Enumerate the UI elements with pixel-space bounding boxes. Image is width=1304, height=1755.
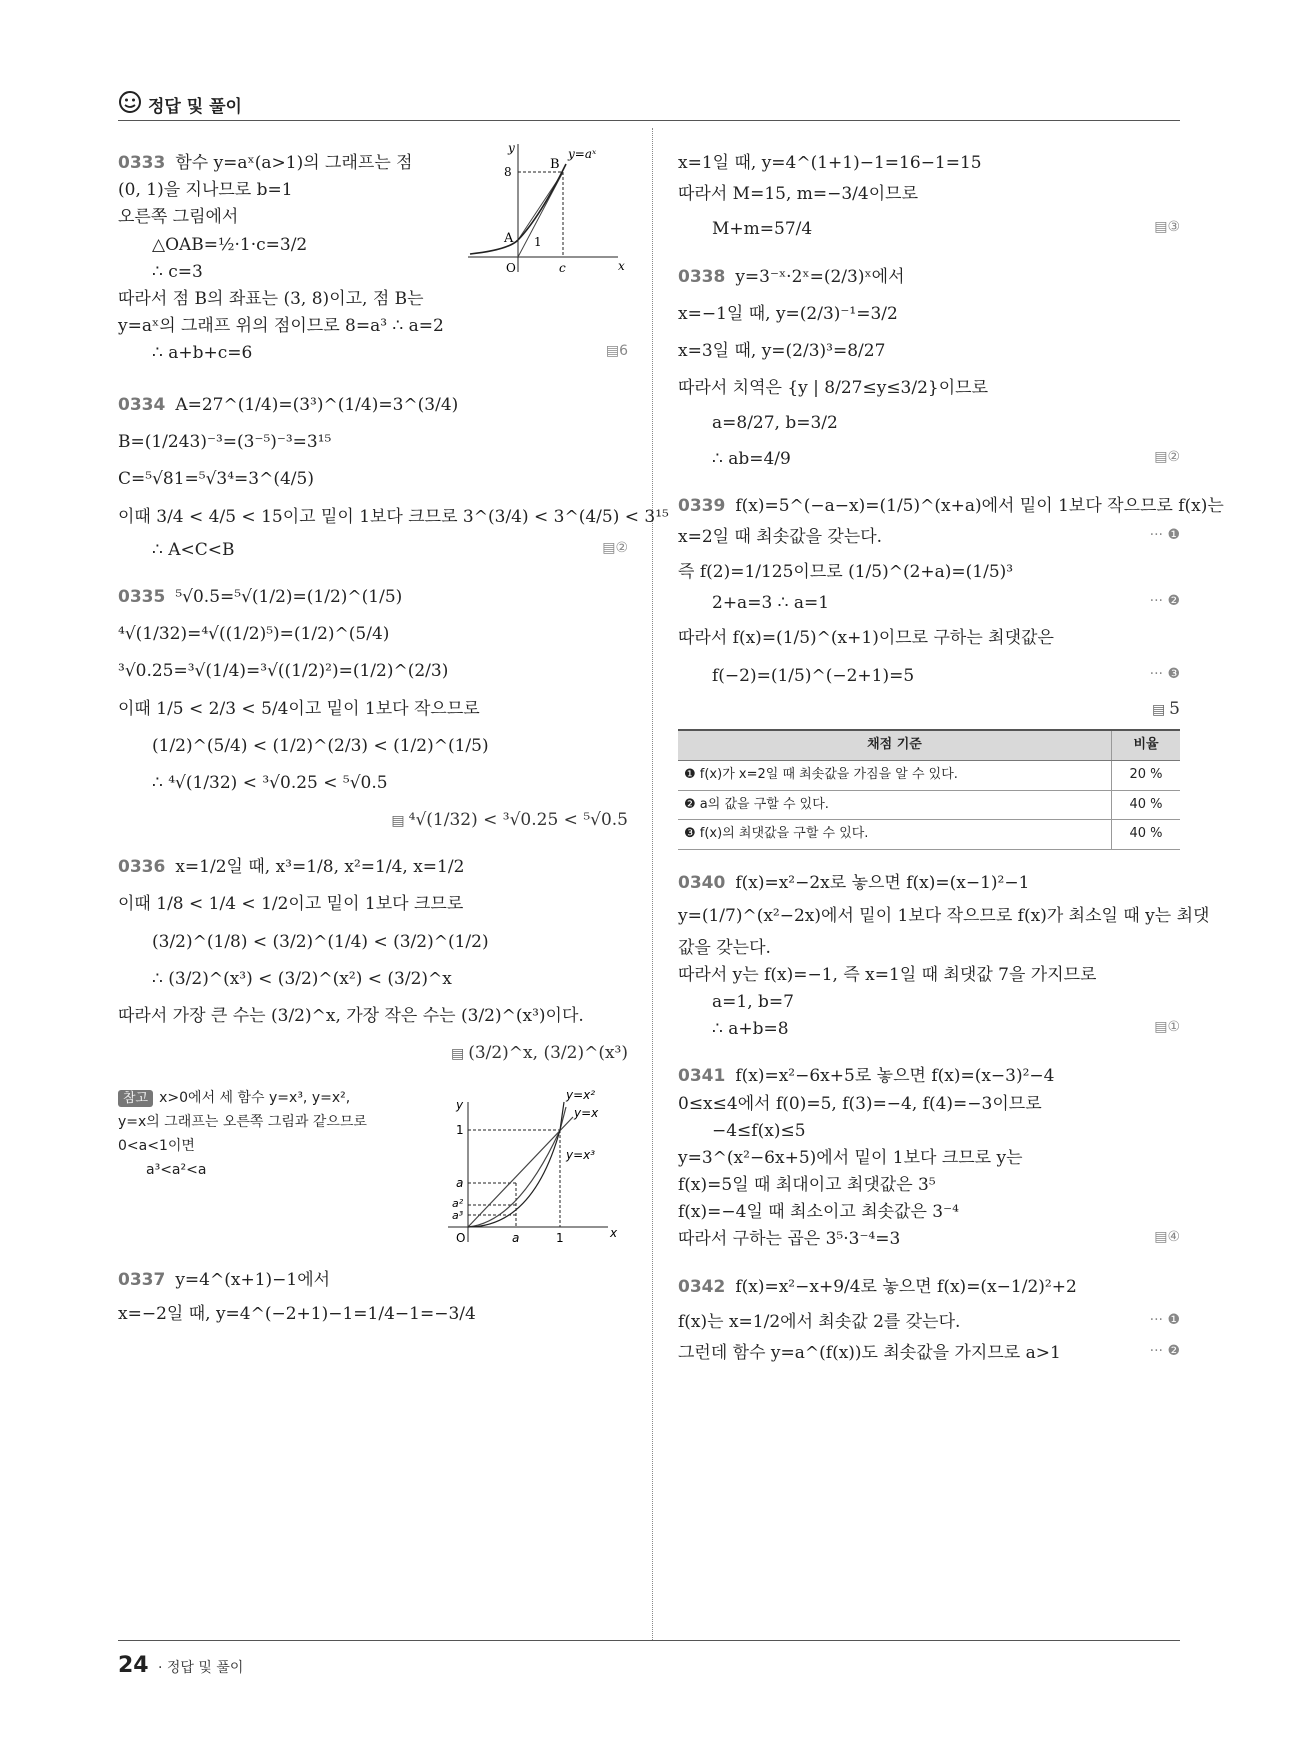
answer-icon: ▤ [605, 343, 620, 360]
answer-icon: ▤ [602, 539, 616, 556]
answer-icon: ▤ [391, 813, 405, 830]
graph-label-x3: y=x³ [566, 1148, 596, 1163]
graph-a2-y: a² [452, 1197, 464, 1211]
answer: ▤① [1154, 1019, 1180, 1036]
problem-0340: 0340 f(x)=x²−2x로 놓으면 f(x)=(x−1)²−1 y=(1/7)^(x²−2x)에서 밑이 1보다 작으므로 f(x)가 최소일 때 y는 최댓 값을 갖는다. 따라서 y는 f(x)=−1, 즉 x=1일 때 최댓값 7을 가지므로 a=1, b=7 ∴ a+b=8 ▤① [678, 873, 1210, 1040]
problem-number: 0335 [118, 586, 166, 607]
power-functions-graph [448, 1087, 628, 1247]
step-mark: ··· ❶ [1149, 526, 1180, 543]
answer: ▤ ⁴√(1/32) < ³√0.25 < ⁵√0.5 [391, 810, 628, 831]
problem-number: 0341 [678, 1066, 726, 1087]
step-mark: ··· ❷ [1149, 593, 1180, 610]
graph-point-b: B [550, 157, 560, 172]
left-column [118, 142, 669, 1348]
graph-origin: O [456, 1231, 466, 1246]
graph-label-x2: y=x² [566, 1088, 596, 1103]
graph-one-y: 1 [456, 1123, 464, 1138]
answer: ▤ (3/2)^x, (3/2)^(x³) [450, 1043, 628, 1064]
problem-number: 0337 [118, 1270, 166, 1291]
problem-0333: 0333 함수 y=aˣ(a>1)의 그래프는 점 (0, 1)을 지나므로 b=1 오른쪽 그림에서 △OAB=½·1·c=3/2 ∴ c=3 따라서 점 B의 좌표는 (3, 8)이고, 점 B는 y=aˣ의 그래프 위의 점이므로 8=a³ ∴ a=2 ∴ a+b+c=6 ▤6 y x 8 B A O c 1 y=aˣ [118, 142, 628, 364]
answer-icon: ▤ [450, 1046, 465, 1063]
scoring-table [678, 729, 1180, 850]
graph-curve-label: y=aˣ [568, 147, 597, 161]
table-header-row: 채점 기준 비율 [678, 730, 1180, 760]
problem-0334: 0334 A=27^(1/4)=(3³)^(1/4)=3^(3/4) B=(1/243)⁻³=(3⁻⁵)⁻³=3¹⁵ C=⁵√81=⁵√3⁴=3^(4/5) 이때 3/4 < 4/5 < 15이고 밑이 1보다 크므로 3^(3/4) < 3^(4/5) < 3¹⁵ ∴ A<C<B ▤② [118, 395, 669, 560]
problem-number: 0336 [118, 857, 166, 878]
column-divider [652, 128, 653, 1640]
step-mark: ··· ❸ [1149, 665, 1180, 682]
answer: ▤② [1154, 448, 1180, 465]
answer-icon: ▤ [1154, 219, 1168, 236]
page-number: 24 [118, 1653, 149, 1678]
problem-0337-continued: x=1일 때, y=4^(1+1)−1=16−1=15 따라서 M=15, m=−3/4이므로 M+m=57/4 ▤③ [678, 153, 1180, 240]
reference-tag: 참고 [118, 1090, 153, 1107]
graph-label-x: y=x [574, 1106, 599, 1121]
graph-origin: O [506, 261, 516, 275]
step-mark: ··· ❷ [1149, 1343, 1180, 1359]
problem-number: 0333 [118, 153, 166, 173]
page-footer [118, 1640, 1180, 1681]
answer-icon: ▤ [1151, 701, 1166, 718]
graph-y-label: y [508, 142, 515, 155]
problem-0342: 0342 f(x)=x²−x+9/4로 놓으면 f(x)=(x−1/2)²+2 f(x)는 x=1/2에서 최솟값 2를 갖는다. ··· ❶ 그런데 함수 y=a^(f(x))도 최솟값을 가지므로 a>1 ··· ❷ [678, 1276, 1180, 1363]
graph-point-a: A [504, 231, 514, 246]
graph-one-label: 1 [534, 235, 542, 249]
smiley-logo-icon [118, 90, 142, 114]
problem-number: 0339 [678, 495, 726, 516]
problem-0341: 0341 f(x)=x²−6x+5로 놓으면 f(x)=(x−3)²−4 0≤x≤4에서 f(0)=5, f(3)=−4, f(4)=−3이므로 −4≤f(x)≤5 y=3^(x²−6x+5)에서 밑이 1보다 크므로 y는 f(x)=5일 때 최대이고 최댓값은 3⁵ f(x)=−4일 때 최소이고 최솟값은 3⁻⁴ 따라서 구하는 곱은 3⁵·3⁻⁴=3 ▤④ [678, 1066, 1180, 1250]
answer: ▤④ [1154, 1229, 1180, 1246]
step-mark: ··· ❶ [1149, 1311, 1180, 1328]
answer-icon: ▤ [1154, 1019, 1168, 1036]
header-title: 정답 및 풀이 [148, 97, 242, 117]
table-row: ❸ f(x)의 최댓값을 구할 수 있다. 40 % [678, 820, 1180, 850]
graph-y-label: y [456, 1098, 464, 1113]
graph-x-label: x [610, 1226, 618, 1241]
table-row: ❷ a의 값을 구할 수 있다. 40 % [678, 790, 1180, 820]
problem-number: 0340 [678, 873, 726, 894]
answer: ▤② [602, 539, 628, 556]
problem-0336: 0336 x=1/2일 때, x³=1/8, x²=1/4, x=1/2 이때 1/8 < 1/4 < 1/2이고 밑이 1보다 크므로 (3/2)^(1/8) < (3/2)^(1/4) < (3/2)^(1/2) ∴ (3/2)^(x³) < (3/2)^(x²) < (3/2)^x 따라서 가장 큰 수는 (3/2)^x, 가장 작은 수는 (3/2)^(x³)이다. ▤ (3/2)^x, (3/2)^(x³) [118, 854, 628, 1067]
graph-a3-y: a³ [452, 1209, 464, 1223]
answer-icon: ▤ [1154, 448, 1168, 465]
problem-0335: 0335 ⁵√0.5=⁵√(1/2)=(1/2)^(1/5) ⁴√(1/32)=⁴√((1/2)⁵)=(1/2)^(5/4) ³√0.25=³√(1/4)=³√((1/2)²)=(1/2)^(2/3) 이때 1/5 < 2/3 < 5/4이고 밑이 1보다 작으므로 (1/2)^(5/4) < (1/2)^(2/3) < (1/2)^(1/5) ∴ ⁴√(1/32) < ³√0.25 < ⁵√0.5 ▤ ⁴√(1/32) < ³√0.25 < ⁵√0.5 [118, 584, 628, 834]
graph-tick-8: 8 [504, 165, 512, 179]
graph-c-label: c [559, 261, 566, 275]
answer: ▤6 [605, 343, 628, 360]
right-column [678, 150, 1224, 1387]
page-header [118, 88, 1180, 121]
problem-number: 0342 [678, 1276, 726, 1297]
answer-icon: ▤ [1154, 1229, 1168, 1246]
answer: ▤③ [1154, 219, 1180, 236]
table-row: ❶ f(x)가 x=2일 때 최솟값을 가짐을 알 수 있다. 20 % [678, 760, 1180, 790]
footer-text: · 정답 및 풀이 [158, 1660, 244, 1676]
reference-note: 참고 x>0에서 세 함수 y=x³, y=x², y=x의 그래프는 오른쪽 그림과 같으므로 0<a<1이면 a³<a²<a y x 1 a a² a³ O a 1 y=x² y=x y=x³ [118, 1087, 628, 1247]
answer: ▤ 5 [1151, 698, 1180, 719]
graph-a-y: a [456, 1176, 464, 1191]
graph-a-x: a [512, 1231, 520, 1246]
problem-0339: 0339 f(x)=5^(−a−x)=(1/5)^(x+a)에서 밑이 1보다 작으므로 f(x)는 x=2일 때 최솟값을 갖는다. ··· ❶ 즉 f(2)=1/125이므로 (1/5)^(2+a)=(1/5)³ 2+a=3 ∴ a=1 ··· ❷ 따라서 f(x)=(1/5)^(x+1)이므로 구하는 최댓값은 f(−2)=(1/5)^(−2+1)=5 ··· ❸ ▤ 5 [678, 493, 1180, 723]
problem-0338: 0338 y=3⁻ˣ·2ˣ=(2/3)ˣ에서 x=−1일 때, y=(2/3)⁻¹=3/2 x=3일 때, y=(2/3)³=8/27 따라서 치역은 {y | 8/27≤y≤3/2}이므로 a=8/27, b=3/2 ∴ ab=4/9 ▤② [678, 266, 1180, 469]
problem-0337: 0337 y=4^(x+1)−1에서 x=−2일 때, y=4^(−2+1)−1=1/4−1=−3/4 [118, 1270, 476, 1324]
exponential-graph [468, 142, 628, 282]
graph-x-label: x [618, 259, 625, 273]
problem-number: 0334 [118, 395, 166, 415]
graph-one-x: 1 [556, 1231, 564, 1246]
problem-number: 0338 [678, 266, 726, 287]
